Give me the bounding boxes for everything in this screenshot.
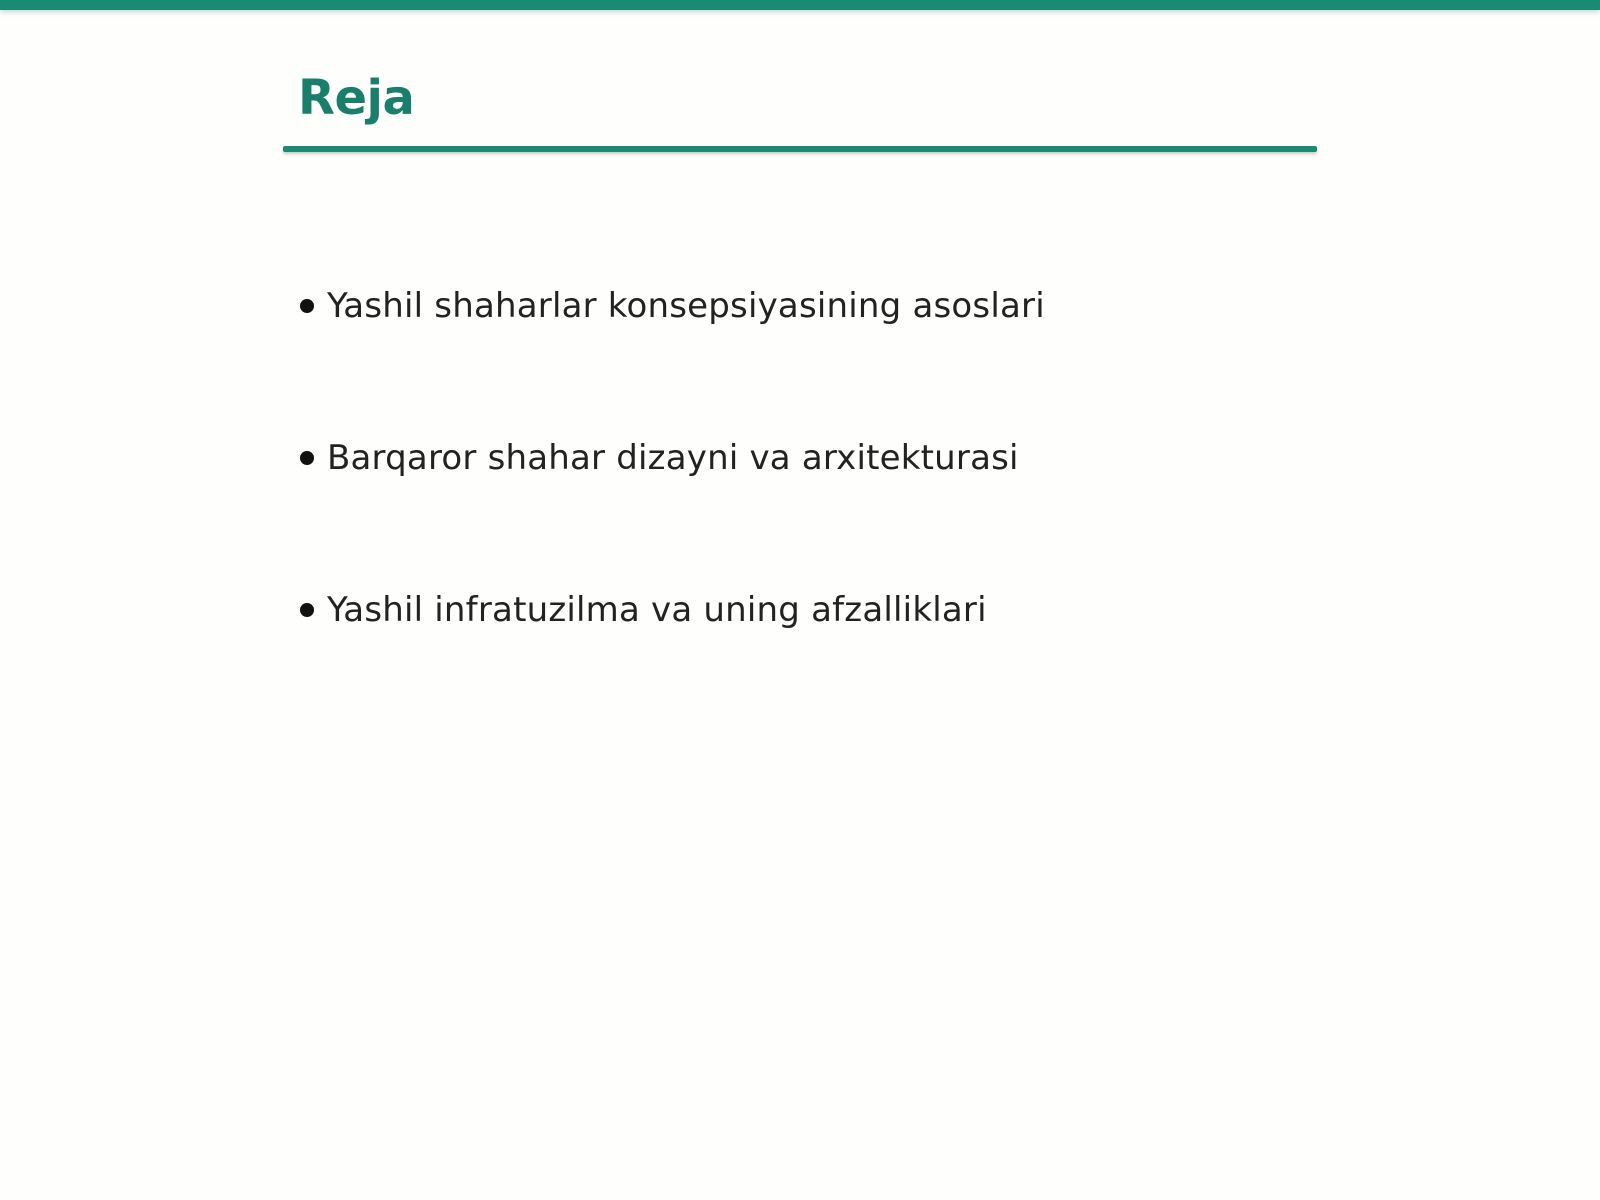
bullet-icon [300, 451, 314, 465]
title-area [283, 60, 1317, 154]
bullet-text: Yashil shaharlar konsepsiyasining asoslari [327, 286, 1045, 326]
bullet-text: Yashil infratuzilma va uning afzalliklari [327, 590, 987, 630]
bullet-list [300, 280, 1300, 736]
bullet-icon [300, 603, 314, 617]
list-item [300, 280, 1300, 432]
bullet-icon [300, 299, 314, 313]
bullet-text: Barqaror shahar dizayni va arxitekturasi [327, 438, 1019, 478]
slide-title: Reja [298, 70, 415, 126]
list-item [300, 432, 1300, 584]
list-item [300, 584, 1300, 736]
title-underline [283, 146, 1317, 152]
top-accent-bar [0, 0, 1600, 10]
